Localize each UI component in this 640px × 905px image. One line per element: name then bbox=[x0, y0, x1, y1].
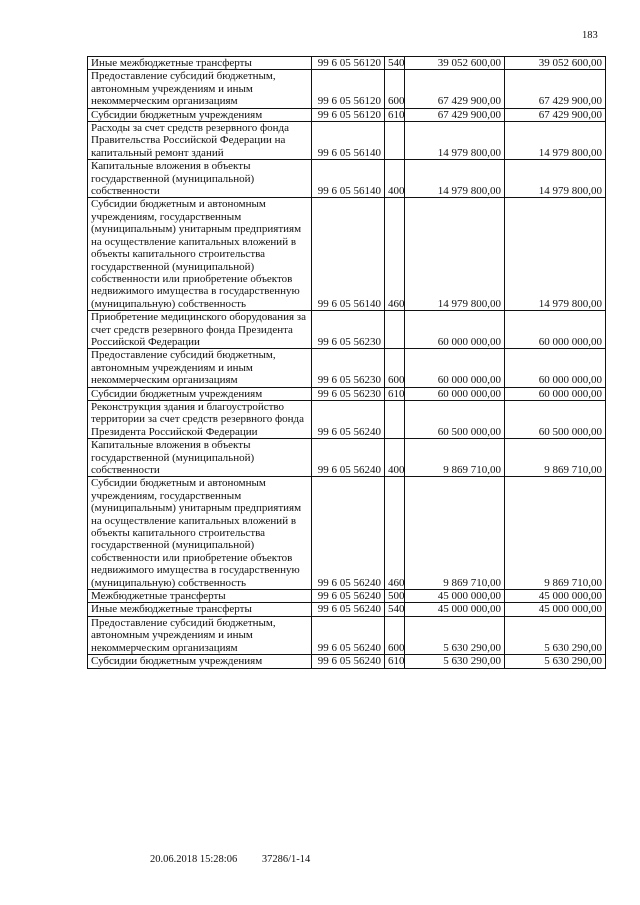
table-row bbox=[88, 590, 606, 603]
amount-1: 60 000 000,00 bbox=[405, 349, 505, 387]
amount-2: 9 869 710,00 bbox=[505, 477, 606, 590]
amount-1: 60 000 000,00 bbox=[405, 387, 505, 400]
table-row bbox=[88, 400, 606, 438]
expense-type-code bbox=[385, 311, 405, 349]
expense-type-code: 540 bbox=[385, 603, 405, 616]
table-row bbox=[88, 439, 606, 477]
target-code: 99 6 05 56230 bbox=[312, 311, 385, 349]
amount-2: 9 869 710,00 bbox=[505, 439, 606, 477]
expense-name: Иные межбюджетные трансферты bbox=[88, 603, 312, 616]
expense-type-code: 400 bbox=[385, 160, 405, 198]
amount-2: 39 052 600,00 bbox=[505, 57, 606, 70]
target-code: 99 6 05 56140 bbox=[312, 122, 385, 160]
expense-type-code: 500 bbox=[385, 590, 405, 603]
target-code: 99 6 05 56140 bbox=[312, 198, 385, 311]
expense-name: Иные межбюджетные трансферты bbox=[88, 57, 312, 70]
amount-1: 67 429 900,00 bbox=[405, 70, 505, 108]
expense-name: Капитальные вложения в объекты государственной (муниципальной) собственности bbox=[88, 160, 312, 198]
target-code: 99 6 05 56240 bbox=[312, 616, 385, 654]
amount-1: 14 979 800,00 bbox=[405, 198, 505, 311]
table-row bbox=[88, 616, 606, 654]
target-code: 99 6 05 56240 bbox=[312, 439, 385, 477]
footer-doc-number: 37286/1-14 bbox=[261, 854, 311, 865]
expense-name: Капитальные вложения в объекты государственной (муниципальной) собственности bbox=[88, 439, 312, 477]
expense-name: Предоставление субсидий бюджетным, автономным учреждениям и иным некоммерческим организациям bbox=[88, 349, 312, 387]
amount-1: 45 000 000,00 bbox=[405, 590, 505, 603]
expense-type-code: 610 bbox=[385, 655, 405, 668]
budget-table bbox=[87, 56, 606, 669]
amount-2: 60 000 000,00 bbox=[505, 311, 606, 349]
document-footer bbox=[150, 854, 332, 865]
expense-name: Субсидии бюджетным учреждениям bbox=[88, 387, 312, 400]
expense-name: Реконструкция здания и благоустройство территории за счет средств резервного фонда Президента Российской Федерации bbox=[88, 400, 312, 438]
expense-type-code: 540 bbox=[385, 57, 405, 70]
expense-name: Предоставление субсидий бюджетным, автономным учреждениям и иным некоммерческим организациям bbox=[88, 70, 312, 108]
table-row bbox=[88, 70, 606, 108]
amount-2: 60 000 000,00 bbox=[505, 349, 606, 387]
expense-type-code: 610 bbox=[385, 387, 405, 400]
target-code: 99 6 05 56240 bbox=[312, 603, 385, 616]
target-code: 99 6 05 56120 bbox=[312, 108, 385, 121]
expense-name: Межбюджетные трансферты bbox=[88, 590, 312, 603]
amount-1: 5 630 290,00 bbox=[405, 655, 505, 668]
amount-2: 5 630 290,00 bbox=[505, 655, 606, 668]
target-code: 99 6 05 56140 bbox=[312, 160, 385, 198]
amount-2: 60 500 000,00 bbox=[505, 400, 606, 438]
amount-2: 14 979 800,00 bbox=[505, 160, 606, 198]
table-row bbox=[88, 311, 606, 349]
expense-name: Приобретение медицинского оборудования за счет средств резервного фонда Президента Российской Федерации bbox=[88, 311, 312, 349]
target-code: 99 6 05 56230 bbox=[312, 349, 385, 387]
target-code: 99 6 05 56240 bbox=[312, 655, 385, 668]
amount-1: 60 000 000,00 bbox=[405, 311, 505, 349]
expense-type-code: 600 bbox=[385, 616, 405, 654]
expense-name: Субсидии бюджетным и автономным учреждениям, государственным (муниципальным) унитарным предприятиям на осуществление капитальных вложений в объекты капитального строительства государственной (муниципальной) собственности или приобретение объектов недвижимого имущества в государственную (муниципальную) собственность bbox=[88, 477, 312, 590]
amount-2: 45 000 000,00 bbox=[505, 590, 606, 603]
target-code: 99 6 05 56120 bbox=[312, 70, 385, 108]
table-row bbox=[88, 655, 606, 668]
amount-1: 9 869 710,00 bbox=[405, 477, 505, 590]
expense-name: Субсидии бюджетным учреждениям bbox=[88, 655, 312, 668]
amount-1: 5 630 290,00 bbox=[405, 616, 505, 654]
expense-type-code: 600 bbox=[385, 70, 405, 108]
amount-1: 45 000 000,00 bbox=[405, 603, 505, 616]
amount-1: 67 429 900,00 bbox=[405, 108, 505, 121]
expense-type-code: 600 bbox=[385, 349, 405, 387]
amount-2: 14 979 800,00 bbox=[505, 198, 606, 311]
amount-2: 60 000 000,00 bbox=[505, 387, 606, 400]
target-code: 99 6 05 56240 bbox=[312, 477, 385, 590]
expense-name: Субсидии бюджетным учреждениям bbox=[88, 108, 312, 121]
table-row bbox=[88, 387, 606, 400]
amount-2: 67 429 900,00 bbox=[505, 108, 606, 121]
table-row bbox=[88, 160, 606, 198]
target-code: 99 6 05 56230 bbox=[312, 387, 385, 400]
page-number: 183 bbox=[582, 30, 598, 41]
target-code: 99 6 05 56120 bbox=[312, 57, 385, 70]
table-row bbox=[88, 477, 606, 590]
table-row bbox=[88, 603, 606, 616]
table-row bbox=[88, 122, 606, 160]
table-row bbox=[88, 57, 606, 70]
amount-1: 39 052 600,00 bbox=[405, 57, 505, 70]
amount-2: 45 000 000,00 bbox=[505, 603, 606, 616]
table-row bbox=[88, 198, 606, 311]
target-code: 99 6 05 56240 bbox=[312, 400, 385, 438]
amount-1: 14 979 800,00 bbox=[405, 122, 505, 160]
amount-1: 14 979 800,00 bbox=[405, 160, 505, 198]
expense-type-code: 460 bbox=[385, 198, 405, 311]
table-row bbox=[88, 108, 606, 121]
footer-datetime: 20.06.2018 15:28:06 bbox=[150, 854, 238, 865]
expense-type-code: 400 bbox=[385, 439, 405, 477]
expense-name: Предоставление субсидий бюджетным, автономным учреждениям и иным некоммерческим организациям bbox=[88, 616, 312, 654]
expense-type-code bbox=[385, 400, 405, 438]
table-row bbox=[88, 349, 606, 387]
amount-2: 14 979 800,00 bbox=[505, 122, 606, 160]
amount-2: 5 630 290,00 bbox=[505, 616, 606, 654]
expense-name: Субсидии бюджетным и автономным учреждениям, государственным (муниципальным) унитарным предприятиям на осуществление капитальных вложений в объекты капитального строительства государственной (муниципальной) собственности или приобретение объектов недвижимого имущества в государственную (муниципальную) собственность bbox=[88, 198, 312, 311]
target-code: 99 6 05 56240 bbox=[312, 590, 385, 603]
expense-name: Расходы за счет средств резервного фонда Правительства Российской Федерации на капитальный ремонт зданий bbox=[88, 122, 312, 160]
expense-type-code: 460 bbox=[385, 477, 405, 590]
expense-type-code bbox=[385, 122, 405, 160]
expense-type-code: 610 bbox=[385, 108, 405, 121]
amount-1: 9 869 710,00 bbox=[405, 439, 505, 477]
amount-2: 67 429 900,00 bbox=[505, 70, 606, 108]
amount-1: 60 500 000,00 bbox=[405, 400, 505, 438]
